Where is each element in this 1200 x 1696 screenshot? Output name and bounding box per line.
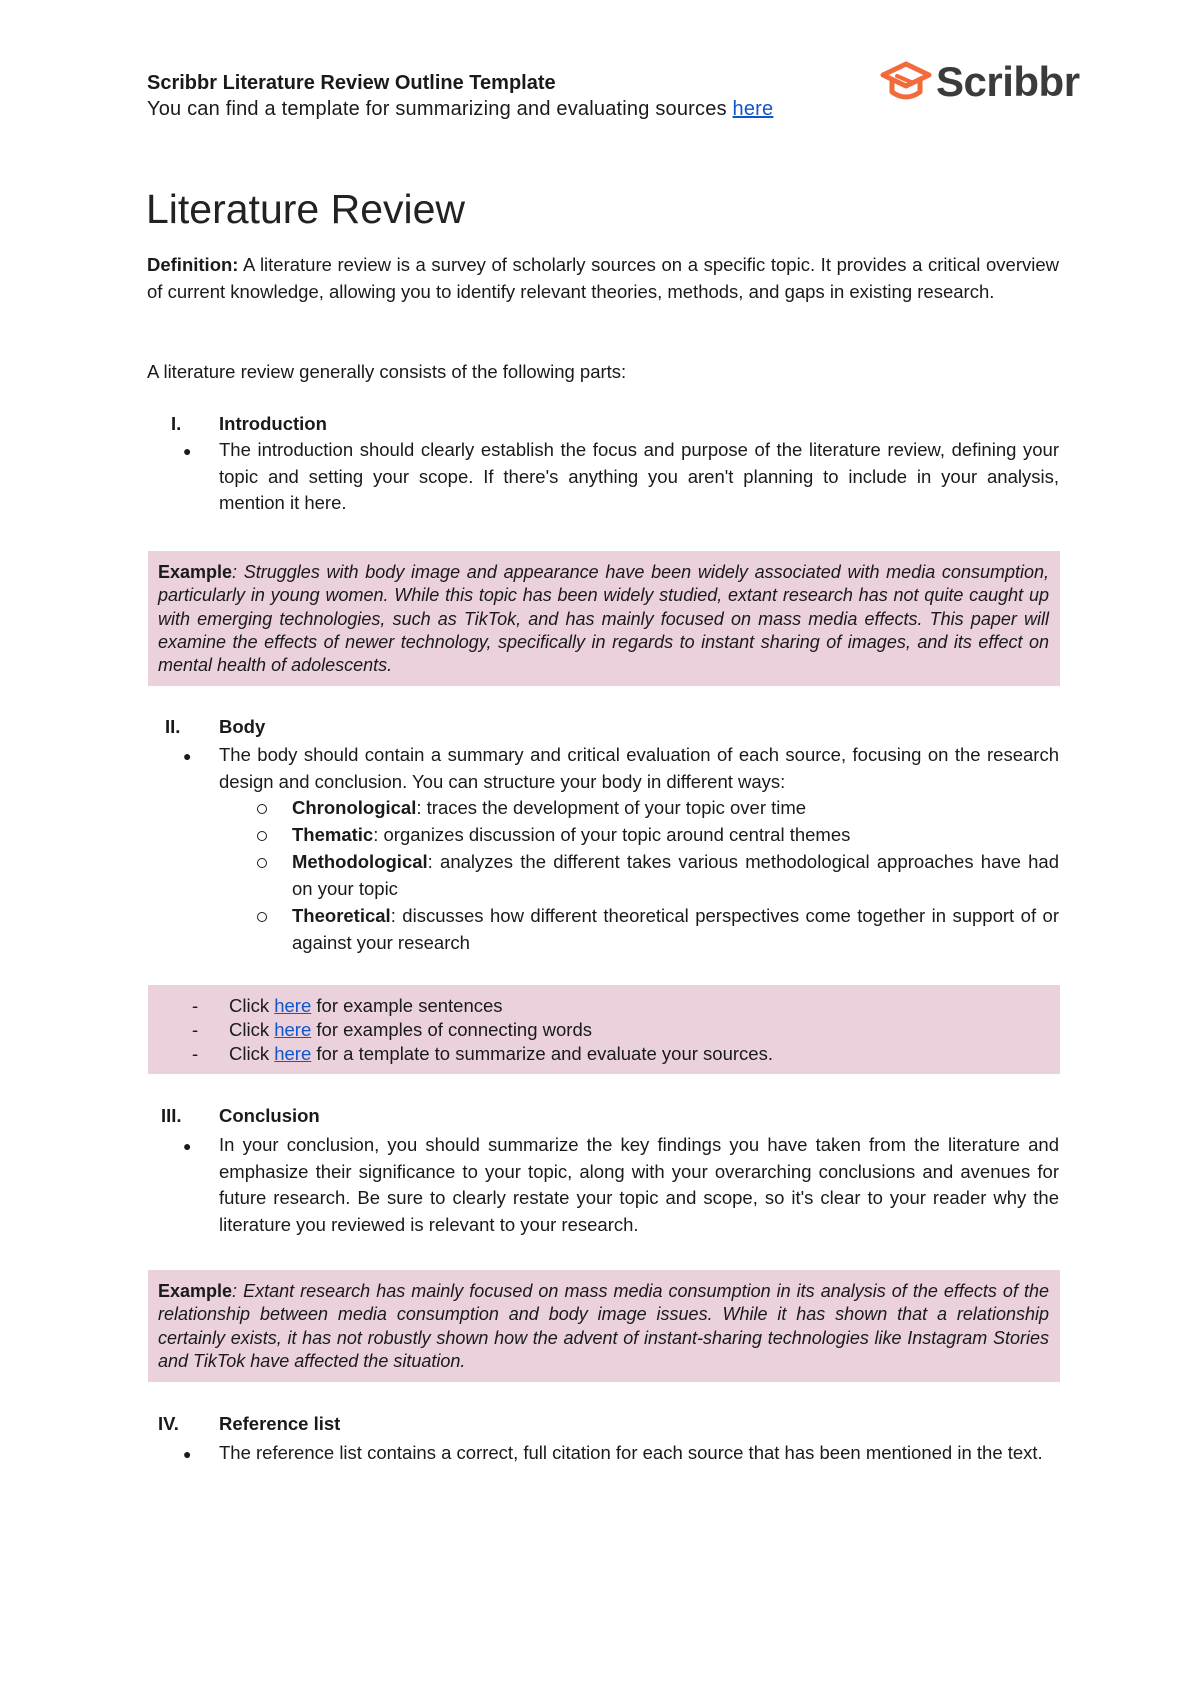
section-numeral: I. <box>171 413 182 434</box>
example-label: Example <box>158 1281 233 1301</box>
subitem-text: : traces the development of your topic over time <box>416 797 807 818</box>
subitem-label: Methodological <box>292 851 428 872</box>
circle-bullet-icon <box>255 829 269 843</box>
subitem-text: : discusses how different theoretical perspectives come together in support of or against your research <box>292 905 1059 953</box>
example-body: : Extant research has mainly focused on mass media consumption in its analysis of the effects of the relationship between media consumption and body image issues. While it has shown that a relationship certainly exists, it has not robustly shown how the advent of instant-sharing technologies like Instagram Stories and TikTok have affected the situation. <box>158 1281 1049 1371</box>
example-box-conclusion <box>148 1270 1060 1382</box>
example-text <box>158 1280 1049 1373</box>
dash-marker: - <box>192 1043 199 1064</box>
example-box-introduction <box>148 551 1060 686</box>
template-link[interactable]: here <box>732 98 774 120</box>
bullet-icon: ● <box>183 1138 192 1154</box>
summary-template-link[interactable]: here <box>274 1043 312 1064</box>
reference-list-text: The reference list contains a correct, full citation for each source that has been mentioned in the text. <box>219 1442 1043 1463</box>
subitem-label: Theoretical <box>292 905 391 926</box>
link-row-prefix: Click <box>229 1019 275 1040</box>
definition-text: A literature review is a survey of scholarly sources on a specific topic. It provides a critical overview of current knowledge, allowing you to identify relevant theories, methods, and gaps in existing research. <box>147 254 1059 302</box>
logo-wordmark: Scribbr <box>936 58 1080 105</box>
circle-bullet-icon <box>255 856 269 870</box>
example-text <box>158 561 1049 677</box>
conclusion-text: In your conclusion, you should summarize the key findings you have taken from the literature and emphasize their significance to your topic, along with your overarching conclusions and avenues for future research. Be sure to clearly restate your topic and scope, so it's clear to your reader why the literature you reviewed is relevant to your research. <box>219 1134 1059 1235</box>
body-text: The body should contain a summary and critical evaluation of each source, focusing on the research design and conclusion. You can structure your body in different ways: <box>219 744 1059 792</box>
subitem-thematic <box>292 822 1059 849</box>
example-sentences-link[interactable]: here <box>274 995 312 1016</box>
example-label: Example <box>158 562 233 582</box>
links-box <box>148 985 1060 1074</box>
link-row-prefix: Click <box>229 1043 275 1064</box>
subitem-chronological <box>292 795 1059 822</box>
introduction-text: The introduction should clearly establish the focus and purpose of the literature review, defining your topic and setting your scope. If there's anything you aren't planning to include in your analysis, mention it here. <box>219 439 1059 513</box>
section-numeral: II. <box>165 716 181 737</box>
definition-paragraph <box>147 252 1059 305</box>
definition-label: Definition: <box>147 254 239 275</box>
section-title-reference-list: Reference list <box>219 1413 341 1434</box>
section-title-introduction: Introduction <box>219 413 327 434</box>
section-numeral: IV. <box>158 1413 179 1434</box>
dash-marker: - <box>192 995 199 1016</box>
subitem-text: : organizes discussion of your topic around central themes <box>373 824 851 845</box>
link-row-suffix: for a template to summarize and evaluate your sources. <box>311 1043 773 1064</box>
page-title: Literature Review <box>146 186 466 232</box>
subitem-methodological <box>292 849 1059 902</box>
bullet-icon: ● <box>183 748 192 764</box>
example-body: : Struggles with body image and appearance have been widely associated with media consumption, particularly in young women. While this topic has been widely studied, extant research has not quite caught up with emerging technologies, such as TikTok, and has mainly focused on mass media effects. This paper will examine the effects of newer technology, specifically in regards to instant sharing of images, and its effect on mental health of adolescents. <box>158 562 1049 676</box>
link-row-prefix: Click <box>229 995 275 1016</box>
template-subtitle <box>147 98 773 121</box>
bullet-icon: ● <box>183 443 192 459</box>
subitem-label: Chronological <box>292 797 417 818</box>
intro-line: A literature review generally consists of the following parts: <box>147 361 627 382</box>
section-title-conclusion: Conclusion <box>219 1105 320 1126</box>
template-title: Scribbr Literature Review Outline Template <box>147 72 556 94</box>
subtitle-text: You can find a template for summarizing and evaluating sources <box>147 98 733 120</box>
section-title-body: Body <box>219 716 266 737</box>
dash-marker: - <box>192 1019 199 1040</box>
subitem-theoretical <box>292 903 1059 956</box>
connecting-words-link[interactable]: here <box>274 1019 312 1040</box>
graduation-cap-icon <box>880 58 932 104</box>
circle-bullet-icon <box>255 910 269 924</box>
link-row-suffix: for example sentences <box>311 995 503 1016</box>
circle-bullet-icon <box>255 802 269 816</box>
subitem-label: Thematic <box>292 824 374 845</box>
scribbr-logo <box>880 58 1080 108</box>
bullet-icon: ● <box>183 1446 192 1462</box>
subitem-text: : analyzes the different takes various methodological approaches have had on your topic <box>292 851 1059 899</box>
link-row-suffix: for examples of connecting words <box>311 1019 592 1040</box>
section-numeral: III. <box>161 1105 182 1126</box>
